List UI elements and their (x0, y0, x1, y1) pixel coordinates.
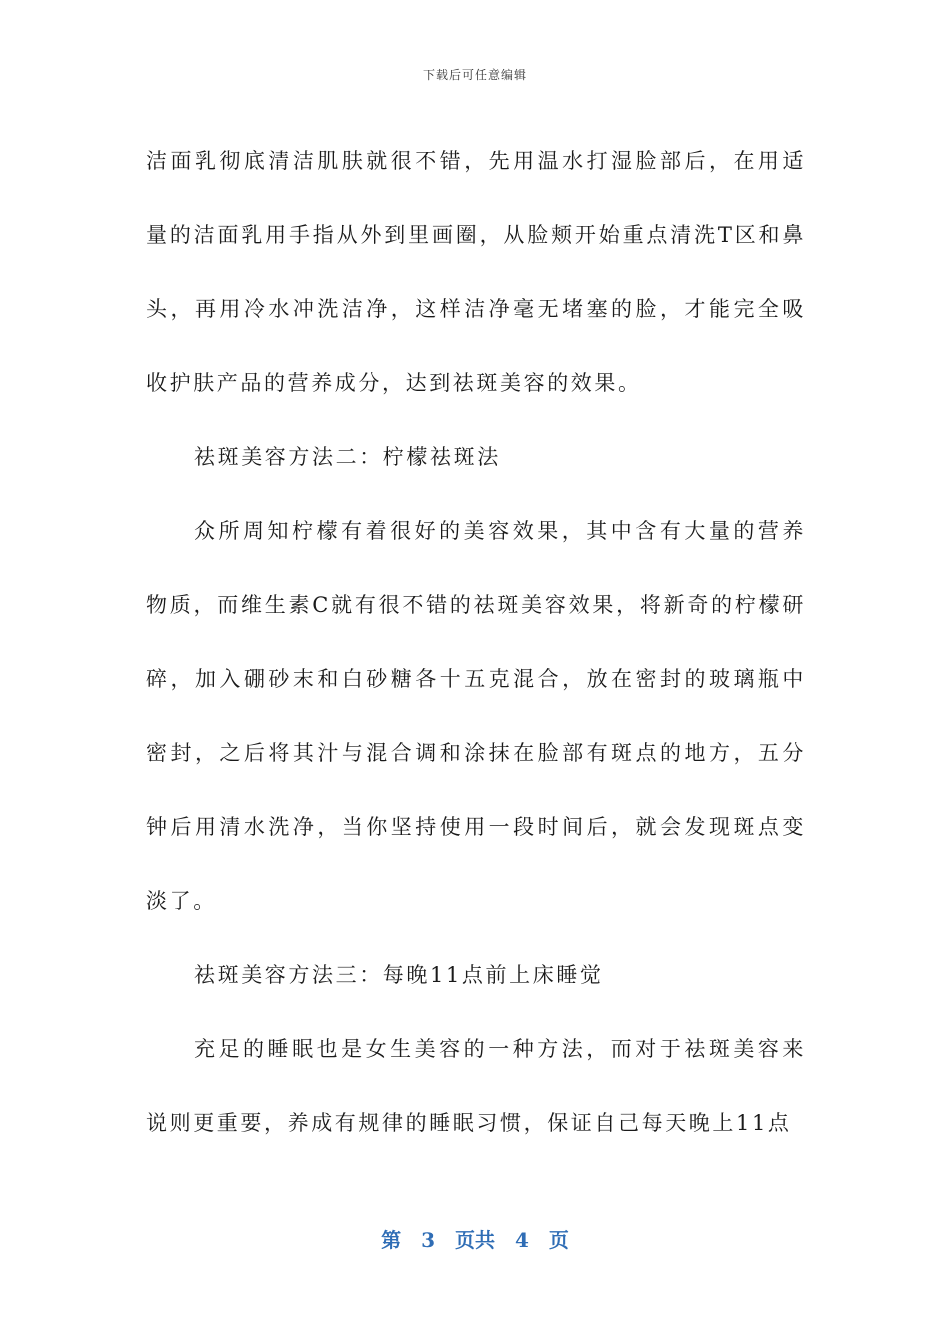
paragraph-cleansing: 洁面乳彻底清洁肌肤就很不错，先用温水打湿脸部后，在用适量的洁面乳用手指从外到里画圈，从脸颊开始重点清洗T区和鼻头，再用冷水冲洗洁净，这样洁净毫无堵塞的脸，才能完全吸收护肤产品的营养成分，达到祛斑美容的效果。 (146, 149, 806, 395)
heading-method-three: 祛斑美容方法三：每晚11点前上床睡觉 (194, 963, 604, 987)
footer-ye: 页 (548, 1228, 569, 1252)
paragraph-lemon: 众所周知柠檬有着很好的美容效果，其中含有大量的营养物质，而维生素C就有很不错的祛斑美容效果，将新奇的柠檬研碎，加入硼砂末和白砂糖各十五克混合，放在密封的玻璃瓶中密封，之后将其汁与混合调和涂抹在脸部有斑点的地方，五分钟后用清水洗净，当你坚持使用一段时间后，就会发现斑点变淡了。 (146, 519, 806, 913)
footer-total-pages: 4 (515, 1228, 529, 1252)
page-header-note: 下载后可任意编辑 (422, 68, 527, 82)
heading-method-two: 祛斑美容方法二：柠檬祛斑法 (194, 445, 501, 469)
paragraph-sleep: 充足的睡眠也是女生美容的一种方法，而对于祛斑美容来说则更重要，养成有规律的睡眠习惯，保证自己每天晚上11点 (146, 1037, 806, 1135)
footer-di: 第 (381, 1228, 402, 1252)
footer-ye-gong: 页共 (455, 1228, 495, 1252)
document-body (146, 124, 806, 1160)
page-footer (0, 1224, 950, 1253)
footer-current-page: 3 (421, 1228, 435, 1252)
